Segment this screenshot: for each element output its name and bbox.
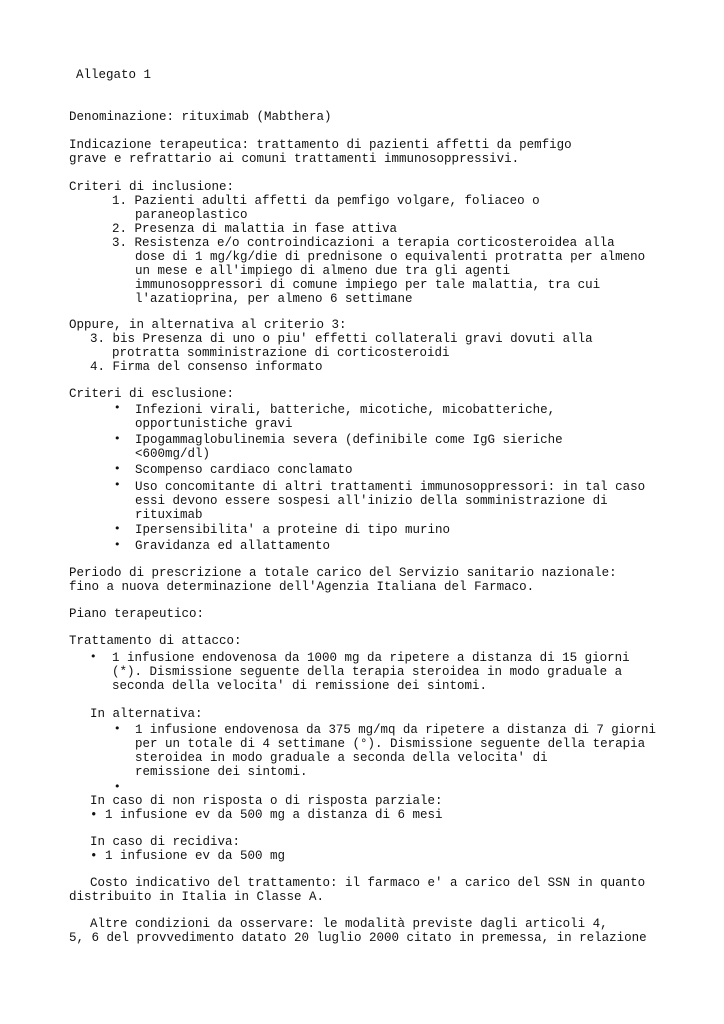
esclusione-item-2-line-1: Ipogammaglobulinemia severa (definibile come IgG sieriche <box>135 433 563 447</box>
alternativa-title: Oppure, in alternativa al criterio 3: <box>69 318 347 332</box>
periodo-line-1: Periodo di prescrizione a totale carico del Servizio sanitario nazionale: <box>69 566 617 580</box>
denominazione: Denominazione: rituximab (Mabthera) <box>69 110 332 124</box>
attacco-item-line-2: (*). Dismissione seguente della terapia steroidea in modo graduale a <box>112 665 623 679</box>
recidiva-item: • 1 infusione ev da 500 mg <box>90 849 286 863</box>
inclusione-item-3-line-3: un mese e all'impiego di almeno due tra gli agenti <box>135 264 511 278</box>
esclusione-title: Criteri di esclusione: <box>69 387 235 401</box>
costo-line-2: distribuito in Italia in Classe A. <box>69 890 325 904</box>
non-risposta-item: • 1 infusione ev da 500 mg a distanza di 6 mesi <box>90 808 443 822</box>
esclusione-item-2-line-2: <600mg/dl) <box>135 447 211 461</box>
recidiva-title: In caso di recidiva: <box>90 835 241 849</box>
non-risposta-title: In caso di non risposta o di risposta parziale: <box>90 794 443 808</box>
altre-condizioni-line-1: Altre condizioni da osservare: le modalità previste dagli articoli 4, <box>90 917 608 931</box>
bullet-icon: • <box>114 462 121 475</box>
bullet-icon: • <box>114 538 121 551</box>
bullet-icon: • <box>114 722 121 735</box>
esclusione-item-1-line-1: Infezioni virali, batteriche, micotiche, micobatteriche, <box>135 403 556 417</box>
altre-condizioni-line-2: 5, 6 del provvedimento datato 20 luglio 2000 citato in premessa, in relazione <box>69 931 647 945</box>
inclusione-title: Criteri di inclusione: <box>69 180 235 194</box>
in-alternativa-item-line-3: steroidea in modo graduale a seconda della velocita' di <box>135 751 548 765</box>
esclusione-item-6: Gravidanza ed allattamento <box>135 539 331 553</box>
in-alternativa-item-line-4: remissione dei sintomi. <box>135 765 308 779</box>
piano-title: Piano terapeutico: <box>69 607 205 621</box>
empty-bullet-icon: • <box>114 780 121 793</box>
in-alternativa-item-line-1: 1 infusione endovenosa da 375 mg/mq da ripetere a distanza di 7 giorni <box>135 723 656 737</box>
alternativa-bis-line-1: 3. bis Presenza di uno o piu' effetti collaterali gravi dovuti alla <box>90 332 593 346</box>
indicazione-line-1: Indicazione terapeutica: trattamento di pazienti affetti da pemfigo <box>69 138 572 152</box>
inclusione-item-1-line-2: paraneoplastico <box>135 208 248 222</box>
esclusione-item-1-line-2: opportunistiche gravi <box>135 417 293 431</box>
consenso-item: 4. Firma del consenso informato <box>90 360 323 374</box>
allegato-heading: Allegato 1 <box>76 68 152 82</box>
inclusione-item-2: 2. Presenza di malattia in fase attiva <box>112 222 398 236</box>
alternativa-bis-line-2: protratta somministrazione di corticosteroidi <box>112 346 450 360</box>
esclusione-item-4-line-1: Uso concomitante di altri trattamenti immunosoppressori: in tal caso <box>135 480 646 494</box>
in-alternativa-title: In alternativa: <box>90 707 203 721</box>
inclusione-item-3-line-4: immunosoppressori di comune impiego per tale malattia, tra cui <box>135 278 601 292</box>
bullet-icon: • <box>114 478 121 491</box>
attacco-title: Trattamento di attacco: <box>69 634 242 648</box>
attacco-item-line-1: 1 infusione endovenosa da 1000 mg da ripetere a distanza di 15 giorni <box>112 651 630 665</box>
bullet-icon: • <box>114 401 121 414</box>
bullet-icon: • <box>114 522 121 535</box>
inclusione-item-3-line-1: 3. Resistenza e/o controindicazioni a terapia corticosteroidea alla <box>112 236 615 250</box>
esclusione-item-5: Ipersensibilita' a proteine di tipo murino <box>135 523 451 537</box>
indicazione-line-2: grave e refrattario ai comuni trattamenti immunosoppressivi. <box>69 152 520 166</box>
in-alternativa-item-line-2: per un totale di 4 settimane (°). Dismissione seguente della terapia <box>135 737 646 751</box>
esclusione-item-3: Scompenso cardiaco conclamato <box>135 463 353 477</box>
inclusione-item-1-line-1: 1. Pazienti adulti affetti da pemfigo volgare, foliaceo o <box>112 194 540 208</box>
inclusione-item-3-line-5: l'azatioprina, per almeno 6 settimane <box>135 292 413 306</box>
attacco-item-line-3: seconda della velocita' di remissione dei sintomi. <box>112 679 488 693</box>
bullet-icon: • <box>90 650 97 663</box>
esclusione-item-4-line-3: rituximab <box>135 508 203 522</box>
bullet-icon: • <box>114 432 121 445</box>
costo-line-1: Costo indicativo del trattamento: il farmaco e' a carico del SSN in quanto <box>90 876 646 890</box>
periodo-line-2: fino a nuova determinazione dell'Agenzia Italiana del Farmaco. <box>69 580 535 594</box>
inclusione-item-3-line-2: dose di 1 mg/kg/die di prednisone o equivalenti protratta per almeno <box>135 250 646 264</box>
esclusione-item-4-line-2: essi devono essere sospesi all'inizio della somministrazione di <box>135 494 608 508</box>
